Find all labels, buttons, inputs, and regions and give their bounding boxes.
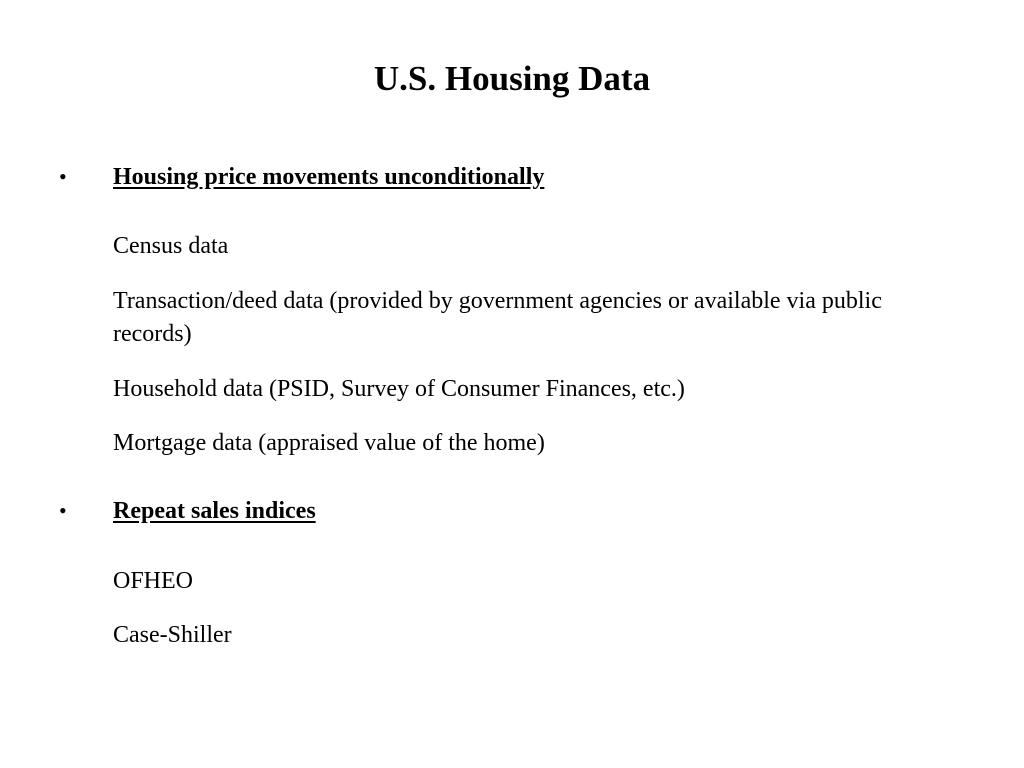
list-item-household-data: Household data (PSID, Survey of Consumer Finances, etc.) xyxy=(113,376,685,402)
list-item-mortgage-data: Mortgage data (appraised value of the home) xyxy=(113,430,545,456)
list-item-case-shiller: Case-Shiller xyxy=(113,622,232,648)
list-item-census-data: Census data xyxy=(113,233,229,259)
section-heading-housing-price-movements: Housing price movements unconditionally xyxy=(113,164,545,190)
bullet-marker: • xyxy=(59,164,67,189)
list-item-transaction-deed-data: Transaction/deed data (provided by government agencies or available via public records) xyxy=(113,288,882,347)
bullet-marker: • xyxy=(59,498,67,523)
list-item-ofheo: OFHEO xyxy=(113,568,194,594)
slide-title: U.S. Housing Data xyxy=(373,59,651,98)
section-heading-repeat-sales-indices: Repeat sales indices xyxy=(113,498,316,524)
